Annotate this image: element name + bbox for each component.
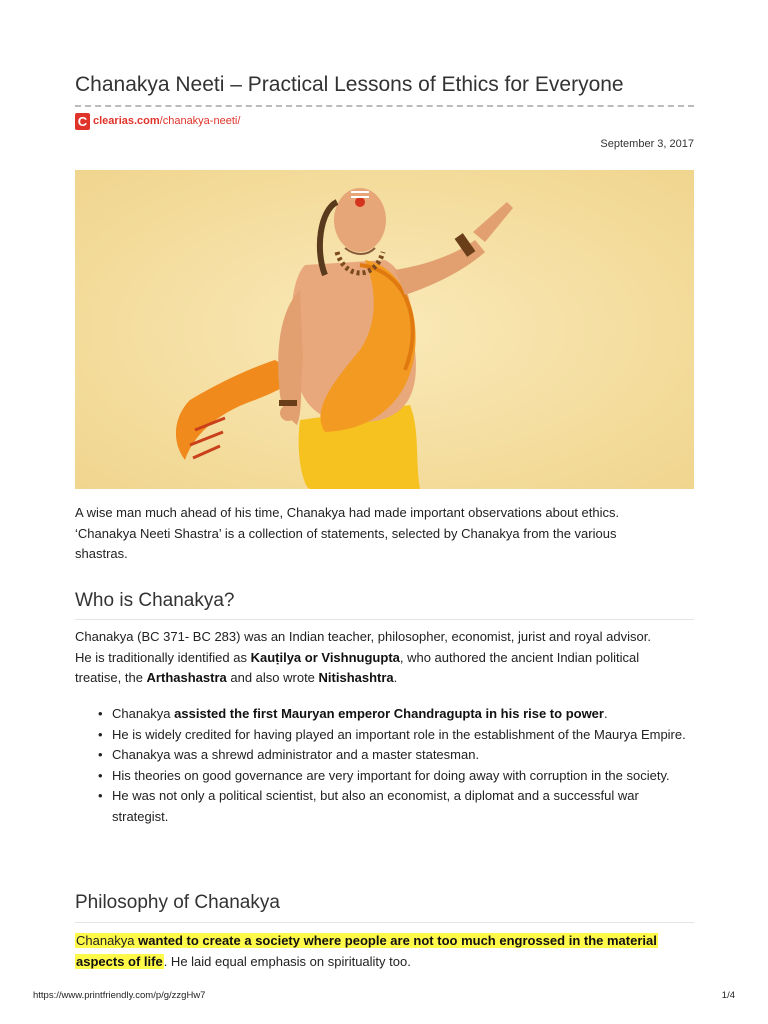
chanakya-illustration bbox=[75, 170, 694, 489]
footer-url: https://www.printfriendly.com/p/g/zzgHw7 bbox=[33, 990, 206, 1001]
source-path[interactable]: /chanakya-neeti/ bbox=[159, 115, 241, 127]
list-item: • His theories on good governance are very important for doing away with corruption in the society. bbox=[95, 766, 695, 787]
source-domain[interactable]: clearias.com bbox=[93, 115, 160, 127]
who-divider bbox=[75, 619, 694, 620]
philosophy-heading: Philosophy of Chanakya bbox=[75, 892, 280, 913]
source-link[interactable] bbox=[75, 112, 240, 130]
who-heading: Who is Chanakya? bbox=[75, 590, 235, 611]
list-item: • Chanakya was a shrewd administrator and a master statesman. bbox=[95, 745, 695, 766]
highlight: aspects of life bbox=[76, 953, 163, 969]
chanakya-figure-icon bbox=[75, 170, 694, 489]
philosophy-divider bbox=[75, 922, 694, 923]
chanakya-facts-list bbox=[95, 704, 695, 827]
list-item: • He is widely credited for having played an important role in the establishment of the Maurya Empire. bbox=[95, 725, 695, 746]
list-item: • He was not only a political scientist, but also an economist, a diplomat and a successful war strategist. bbox=[95, 786, 695, 827]
clearias-logo-icon: C bbox=[75, 113, 90, 130]
who-paragraph: Chanakya (BC 371- BC 283) was an Indian teacher, philosopher, economist, jurist and royal advisor. He is traditionally identified as Kauṭilya or Vishnugupta, who authored the ancient Indian political treatise, the Arthashastra and also wrote Nitishashtra. bbox=[75, 629, 651, 685]
intro-paragraph: A wise man much ahead of his time, Chanakya had made important observations about ethics. ‘Chanakya Neeti Shastra’ is a collection of statements, selected by Chanakya from the various shastras. bbox=[75, 505, 620, 561]
philosophy-paragraph: Chanakya wanted to create a society where people are not too much engrossed in the material aspects of life. He laid equal emphasis on spirituality too. bbox=[76, 933, 657, 969]
article-title: Chanakya Neeti – Practical Lessons of Ethics for Everyone bbox=[75, 73, 624, 96]
title-divider bbox=[75, 105, 694, 107]
page-number: 1/4 bbox=[721, 990, 735, 1001]
publish-date: September 3, 2017 bbox=[600, 138, 694, 150]
highlight: Chanakya wanted to create a society where people are not too much engrossed in the material bbox=[76, 933, 657, 948]
list-item: • Chanakya assisted the first Mauryan emperor Chandragupta in his rise to power. bbox=[95, 704, 695, 725]
